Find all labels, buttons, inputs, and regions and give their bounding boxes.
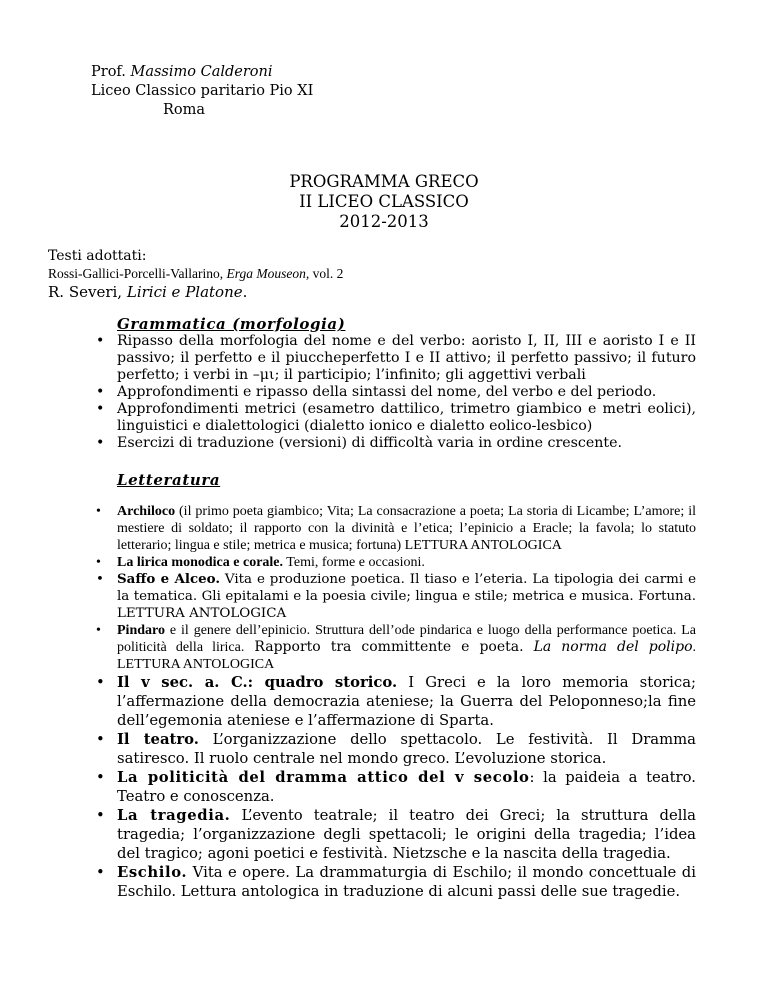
list-item: • Saffo e Alceo. Vita e produzione poetica. Il tiaso e l’eteria. La tipologia dei carmi e la tematica. Gli epitalami e la poesia civile; lingua e stile; metrica e musica. Fortuna. LETTURA ANTOLOGICA [96,571,696,621]
list-item: • La tragedia. L’evento teatrale; il teatro dei Greci; la struttura della tragedia; l’organizzazione degli spettacoli; le origini della tragedia; l’idea del tragico; agoni poetici e festività. Nietzsche e la nascita della tragedia. [96,807,697,862]
title-line-2: II LICEO CLASSICO [299,192,469,211]
bullet-icon: • [96,769,105,786]
list-item: • Ripasso della morfologia del nome e del verbo: aoristo I, II, III e aoristo I e II passivo; il perfetto e il piuccheperfetto I e II attivo; il perfetto passivo; il futuro perfetto; i verbi in –μι; il participio; l’infinito; gli aggettivi verbali [96,333,696,383]
list-item: • Approfondimenti e ripasso della sintassi del nome, del verbo e del periodo. [96,384,657,400]
textbook-2: R. Severi, Lirici e Platone. [48,283,248,301]
author-header [91,63,313,120]
bullet-icon: • [96,623,101,638]
list-item: • Archiloco (il primo poeta giambico; Vita; La consacrazione a poeta; La storia di Licambe; L’amore; il mestiere di soldato; il rapporto con la divinità e l’etica; l’epinicio a Eracle; la favola; lo statuto letterario; lingua e stile; metrica e musica; fortuna) LETTURA ANTOLOGICA [96,504,696,553]
grammatica-list [96,333,696,452]
bullet-icon: • [96,401,105,417]
title-line-3: 2012-2013 [339,212,429,231]
bullet-icon: • [96,384,105,400]
letteratura-heading: Letteratura [117,471,221,489]
list-item: • Il teatro. L’organizzazione dello spettacolo. Le festività. Il Dramma satiresco. Il ruolo centrale nel mondo greco. L’evoluzione storica. [96,731,696,767]
title-line-1: PROGRAMMA GRECO [289,172,479,191]
professor-line: Prof. Massimo Calderoni [91,64,273,80]
professor-name: Massimo Calderoni [130,64,273,80]
list-item: • Pindaro e il genere dell’epinicio. Struttura dell’ode pindarica e luogo della performance poetica. La politicità della lirica. Rapporto tra committente e poeta. La norma del polipo. LETTURA ANTOLOGICA [96,623,697,672]
list-item: • La politicità del dramma attico del v secolo: la paideia a teatro. Teatro e conoscenza. [96,769,696,805]
list-item: • Esercizi di traduzione (versioni) di difficoltà varia in ordine crescente. [96,435,623,451]
adopted-texts [48,248,343,302]
bullet-icon: • [96,333,105,349]
textbook-1: Rossi-Gallici-Porcelli-Vallarino, Erga Mouseon, vol. 2 [48,266,344,281]
school-name: Liceo Classico paritario Pio XI [91,83,314,99]
list-item: • Eschilo. Vita e opere. La drammaturgia di Eschilo; il mondo concettuale di Eschilo. Lettura antologica in traduzione di alcuni passi delle sue tragedie. [96,864,696,900]
bullet-icon: • [96,674,105,691]
bullet-icon: • [96,864,105,881]
letteratura-list [96,503,696,901]
document-title [0,172,768,232]
bullet-icon: • [96,435,105,451]
bullet-icon: • [96,555,101,570]
list-item: • La lirica monodica e corale. Temi, forme e occasioni. [96,555,425,570]
list-item: • Approfondimenti metrici (esametro dattilico, trimetro giambico e metri eolici), linguistici e dialettologici (dialetto ionico e dialetto eolico-lesbico) [96,401,696,434]
adopted-texts-label: Testi adottati: [48,248,147,264]
city-name: Roma [163,102,206,118]
list-item: • Il v sec. a. C.: quadro storico. I Greci e la loro memoria storica; l’affermazione della democrazia ateniese; la Guerra del Peloponneso;la fine dell’egemonia ateniese e l’affermazione di Sparta. [96,674,697,729]
bullet-icon: • [96,807,105,824]
bullet-icon: • [96,572,104,587]
grammatica-heading: Grammatica (morfologia) [117,315,346,333]
bullet-icon: • [96,504,101,519]
bullet-icon: • [96,731,105,748]
